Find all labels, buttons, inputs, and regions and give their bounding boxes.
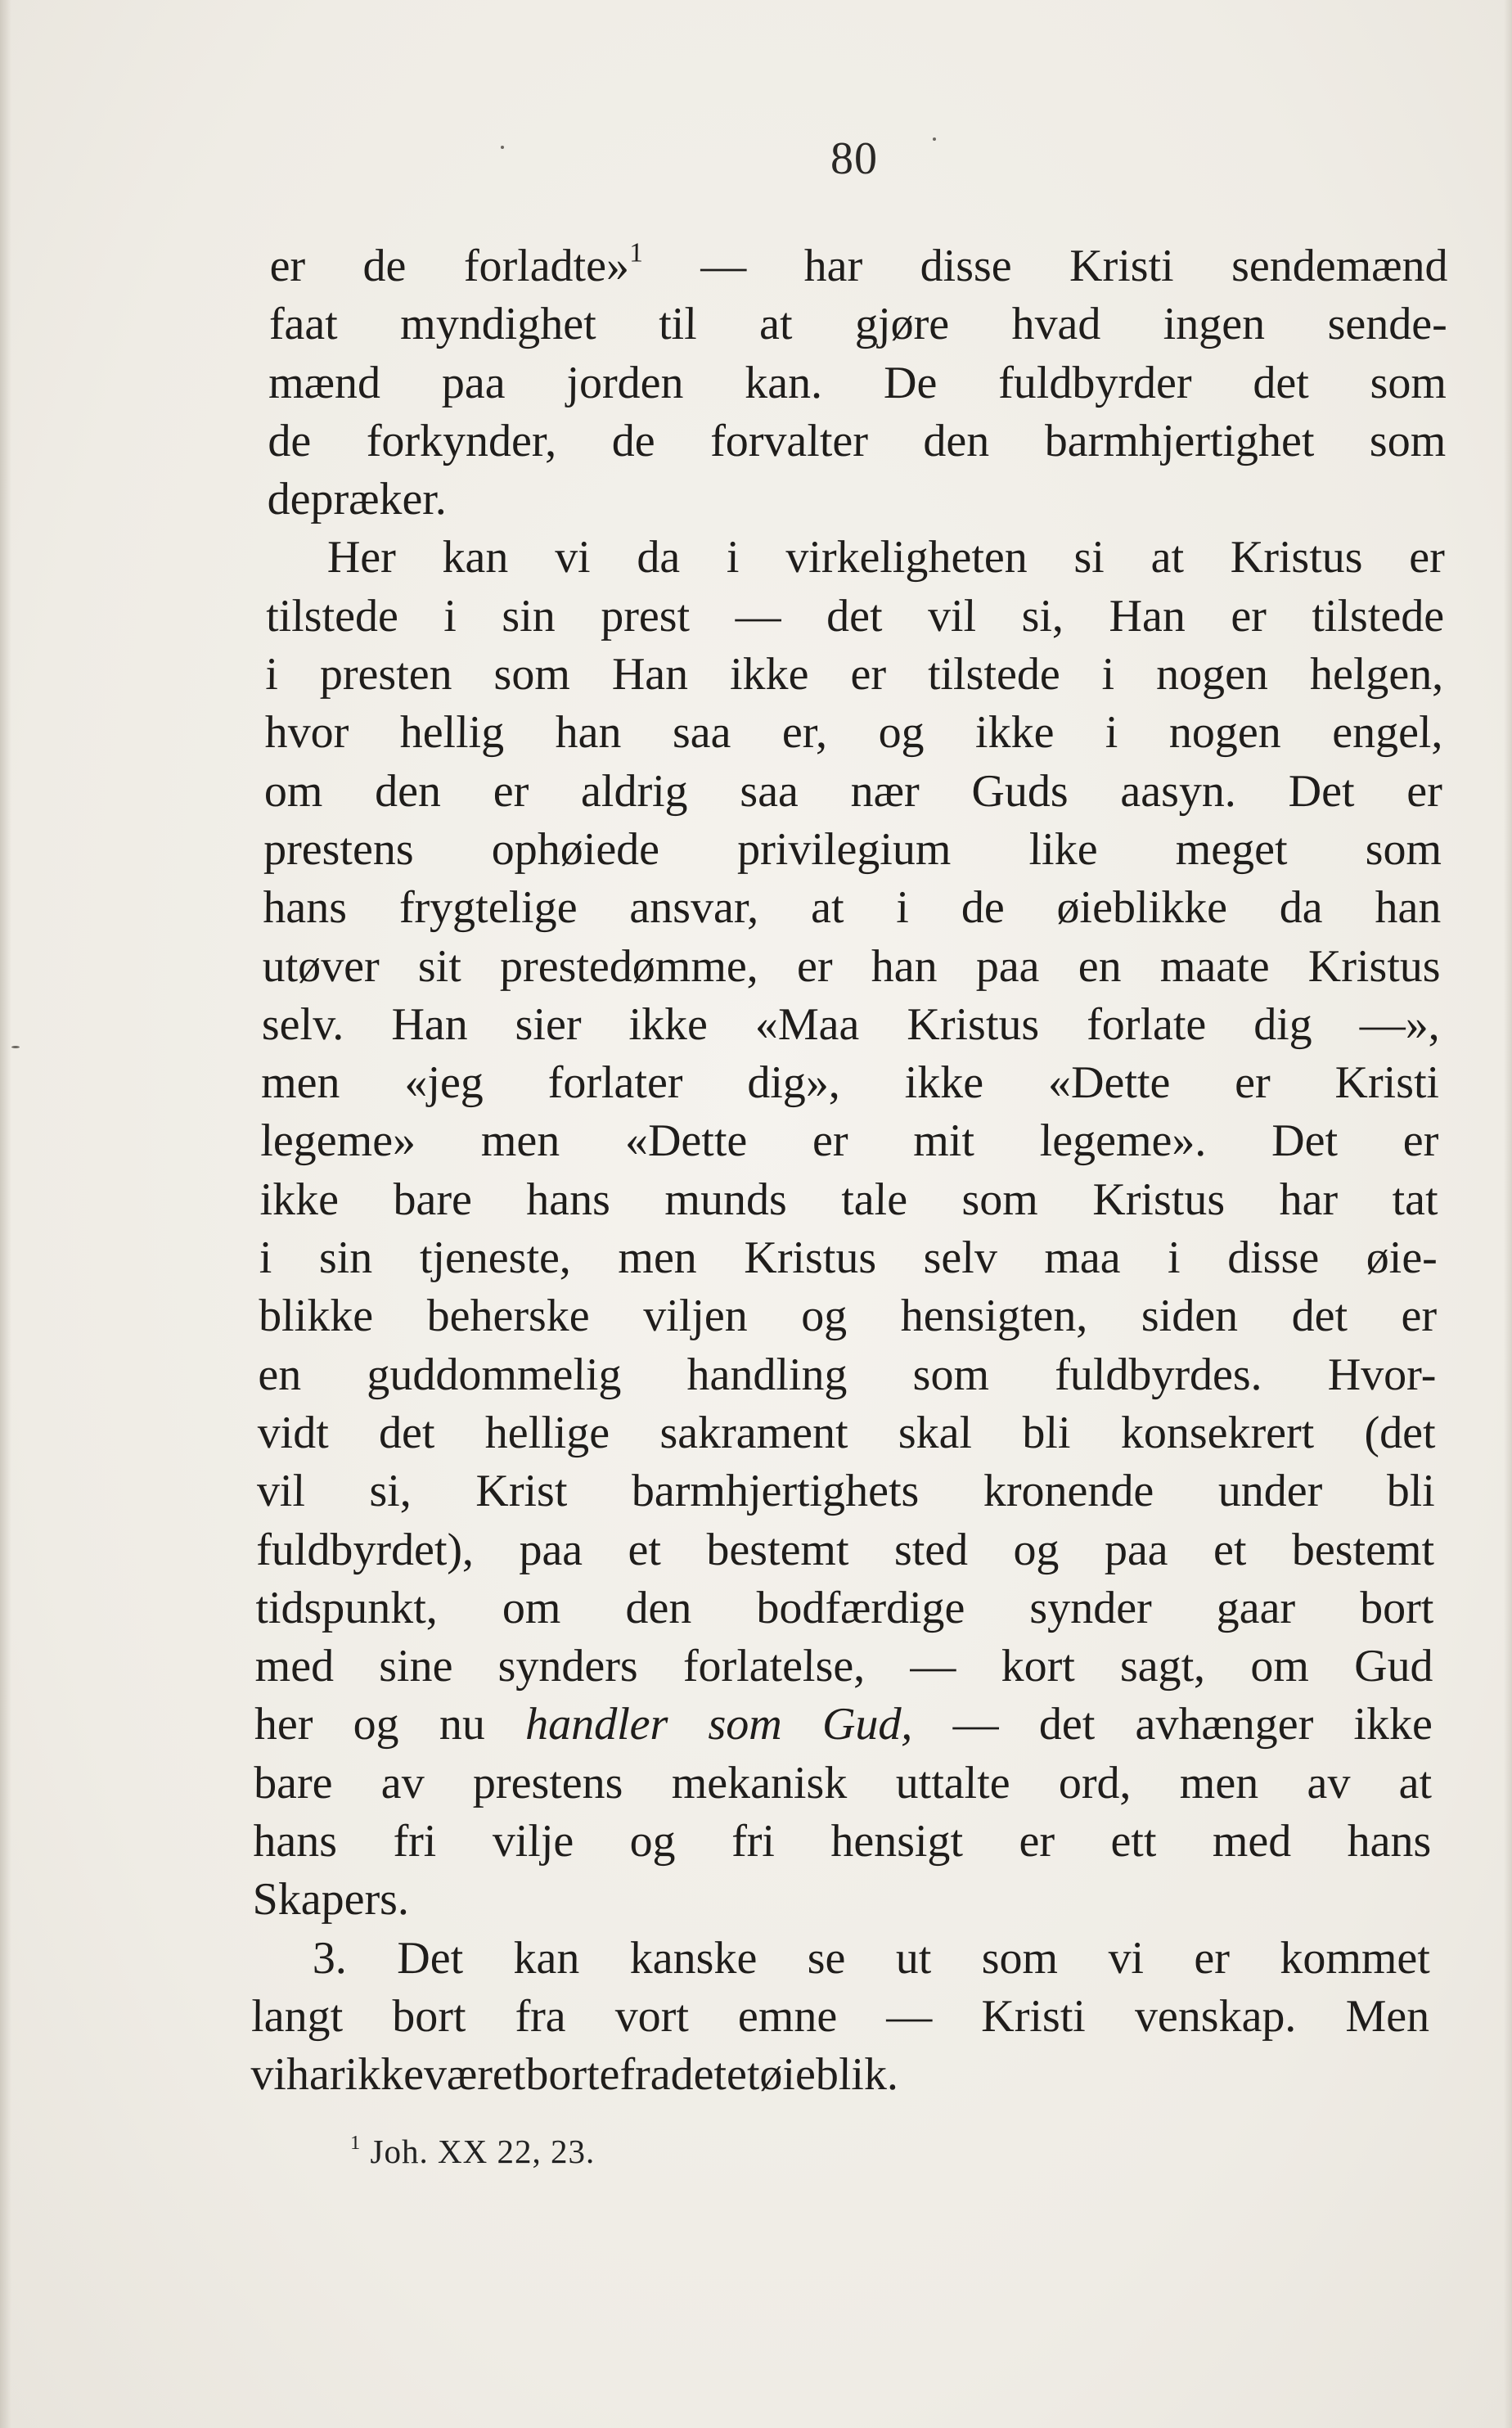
text-line: prestens ophøiede privilegium like meget som	[263, 823, 1442, 875]
text-line: fuldbyrdet), paa et bestemt sted og paa et bestemt	[255, 1524, 1435, 1575]
text-line: Skapers.	[252, 1874, 410, 1926]
text-line: her og nu handler som Gud, — det avhænger ikke	[254, 1699, 1433, 1750]
text-line: ikke bare hans munds tale som Kristus har tat	[259, 1173, 1438, 1225]
text-line: er de forladte»$^1$ — har disse Kristi sendemænd	[269, 237, 1448, 291]
text-line: i presten som Han ikke er tilstede i nogen helgen,	[265, 649, 1444, 700]
text-line: vi har ikke været borte fra det et øieblik.	[250, 2049, 899, 2101]
text-line: legeme» men «Dette er mit legeme». Det er	[260, 1115, 1439, 1167]
text-line: tilstede i sin prest — det vil si, Han er tilstede	[265, 590, 1445, 642]
text-line: i sin tjeneste, men Kristus selv maa i disse øie-	[259, 1232, 1438, 1284]
page-edge-shadow-left	[0, 0, 11, 2428]
text-line: om den er aldrig saa nær Guds aasyn. Det er	[263, 765, 1443, 817]
page-edge-shadow-right	[1504, 0, 1512, 2428]
text-line: hans frygtelige ansvar, at i de øieblikke da han	[263, 882, 1442, 934]
text-line: bare av prestens mekanisk uttalte ord, men av at	[253, 1757, 1433, 1809]
text-line: 3. Det kan kanske se ut som vi er kommet	[312, 1932, 1431, 1984]
text-line: vidt det hellige sakrament skal bli konsekrert (det	[257, 1407, 1436, 1458]
footnote	[350, 2132, 595, 2171]
text-line: men «jeg forlater dig», ikke «Dette er Kristi	[260, 1057, 1440, 1109]
footnote-text: Joh. XX 22, 23.	[370, 2133, 596, 2170]
text-line: langt bort fra vort emne — Kristi venskap. Men	[250, 1990, 1430, 2042]
text-line: selv. Han sier ikke «Maa Kristus forlate dig —»,	[261, 998, 1441, 1050]
body-text	[250, 237, 1448, 2105]
text-line: faat myndighet til at gjøre hvad ingen sende-	[268, 299, 1448, 350]
text-line: de præker.	[267, 474, 448, 525]
text-line: mænd paa jorden kan. De fuldbyrder det som	[268, 357, 1447, 408]
text-line: tidspunkt, om den bodfærdige synder gaar bort	[255, 1582, 1434, 1633]
text-line: hvor hellig han saa er, og ikke i nogen engel,	[264, 707, 1443, 759]
paper-speck	[11, 1046, 20, 1048]
text-line: blikke beherske viljen og hensigten, siden det er	[258, 1291, 1438, 1342]
page-number: 80	[830, 133, 878, 184]
text-line: hans fri vilje og fri hensigt er ett med hans	[253, 1816, 1432, 1867]
text-line: de forkynder, de forvalter den barmhjertighet som	[268, 415, 1447, 466]
footnote-marker: 1	[350, 2131, 362, 2154]
text-line: vil si, Krist barmhjertighets kronende under bli	[256, 1466, 1436, 1517]
text-line: Her kan vi da i virkeligheten si at Kristus er	[326, 532, 1446, 583]
text-line: med sine synders forlatelse, — kort sagt, om Gud	[254, 1641, 1433, 1692]
text-line: utøver sit prestedømme, er han paa en maate Kristus	[262, 940, 1441, 992]
text-line: en guddommelig handling som fuldbyrdes. Hvor-	[258, 1349, 1437, 1400]
